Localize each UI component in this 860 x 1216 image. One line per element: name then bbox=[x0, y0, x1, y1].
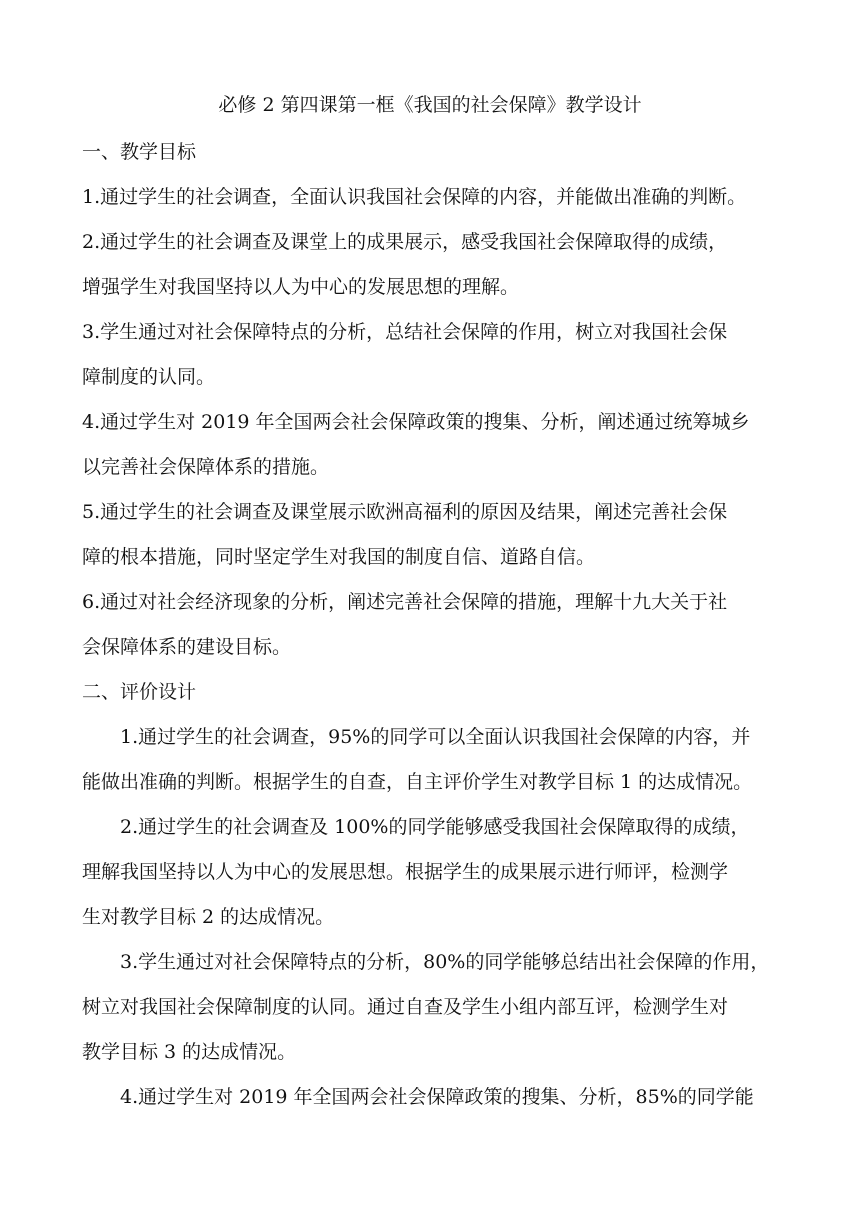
evaluation-2-line-2: 理解我国坚持以人为中心的发展思想。根据学生的成果展示进行师评，检测学 bbox=[82, 861, 729, 883]
section-heading-teaching-goals: 一、教学目标 bbox=[82, 141, 197, 163]
evaluation-2-line-3: 生对教学目标 2 的达成情况。 bbox=[82, 906, 335, 928]
evaluation-1-line-1: 1.通过学生的社会调查，95%的同学可以全面认识我国社会保障的内容，并 bbox=[120, 726, 751, 748]
goal-3-line-2: 障制度的认同。 bbox=[82, 366, 216, 388]
goal-6-line-1: 6.通过对社会经济现象的分析，阐述完善社会保障的措施，理解十九大关于社 bbox=[82, 591, 728, 613]
goal-4-line-1: 4.通过学生对 2019 年全国两会社会保障政策的搜集、分析，阐述通过统筹城乡 bbox=[82, 411, 750, 433]
section-heading-evaluation-design: 二、评价设计 bbox=[82, 681, 197, 703]
goal-1-line: 1.通过学生的社会调查，全面认识我国社会保障的内容，并能做出准确的判断。 bbox=[82, 186, 747, 208]
evaluation-2-line-1: 2.通过学生的社会调查及 100%的同学能够感受我国社会保障取得的成绩， bbox=[120, 816, 750, 838]
goal-3-line-1: 3.学生通过对社会保障特点的分析，总结社会保障的作用，树立对我国社会保 bbox=[82, 321, 728, 343]
evaluation-4-line-1: 4.通过学生对 2019 年全国两会社会保障政策的搜集、分析，85%的同学能 bbox=[120, 1086, 754, 1108]
goal-5-line-2: 障的根本措施，同时坚定学生对我国的制度自信、道路自信。 bbox=[82, 546, 596, 568]
evaluation-1-line-2: 能做出准确的判断。根据学生的自查，自主评价学生对教学目标 1 的达成情况。 bbox=[82, 771, 753, 793]
goal-2-line-2: 增强学生对我国坚持以人为中心的发展思想的理解。 bbox=[82, 276, 520, 298]
goal-4-line-2: 以完善社会保障体系的措施。 bbox=[82, 456, 330, 478]
goal-6-line-2: 会保障体系的建设目标。 bbox=[82, 636, 292, 658]
document-title: 必修 2 第四课第一框《我国的社会保障》教学设计 bbox=[218, 94, 642, 116]
goal-5-line-1: 5.通过学生的社会调查及课堂展示欧洲高福利的原因及结果，阐述完善社会保 bbox=[82, 501, 728, 523]
goal-2-line-1: 2.通过学生的社会调查及课堂上的成果展示，感受我国社会保障取得的成绩， bbox=[82, 231, 728, 253]
evaluation-3-line-2: 树立对我国社会保障制度的认同。通过自查及学生小组内部互评，检测学生对 bbox=[82, 996, 729, 1018]
evaluation-3-line-1: 3.学生通过对社会保障特点的分析，80%的同学能够总结出社会保障的作用， bbox=[120, 951, 770, 973]
evaluation-3-line-3: 教学目标 3 的达成情况。 bbox=[82, 1041, 297, 1063]
